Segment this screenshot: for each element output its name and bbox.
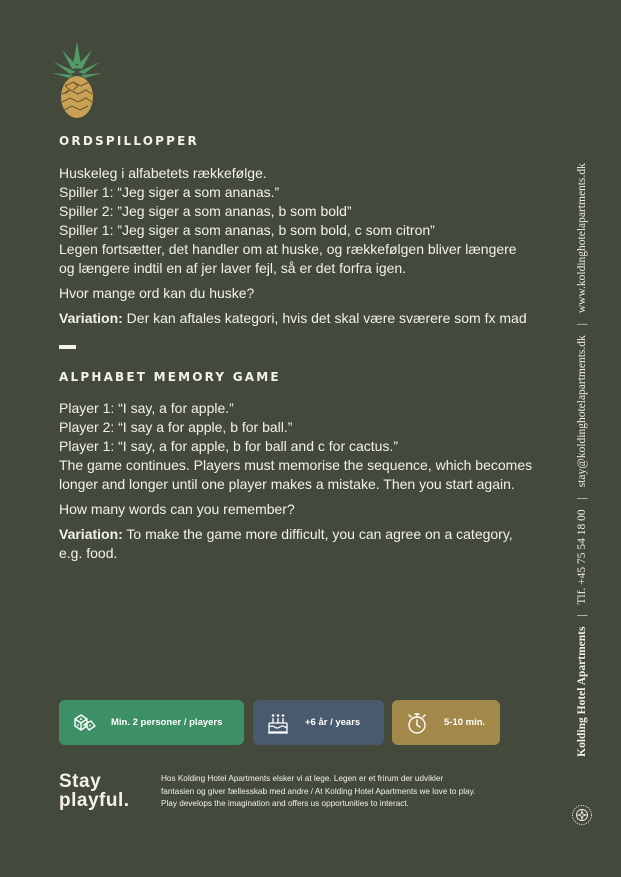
english-line: Player 1: “I say, a for apple, b for ball and c for cactus.” bbox=[59, 438, 399, 454]
stopwatch-icon bbox=[404, 710, 430, 736]
variation-text: Der kan aftales kategori, hvis det skal være sværere som fx mad bbox=[122, 310, 527, 326]
danish-title: ORDSPILLOPPER bbox=[59, 134, 199, 148]
footnote-line: fantasien og giver fællesskab med andre / At Kolding Hotel Apartments we love to play. bbox=[161, 786, 476, 796]
english-line: Player 2: “I say a for apple, b for ball.” bbox=[59, 419, 293, 435]
separator: | bbox=[576, 323, 588, 326]
tagline bbox=[59, 772, 130, 810]
english-line: The game continues. Players must memorise the sequence, which becomes bbox=[59, 457, 533, 473]
players-label: Min. 2 personer / players bbox=[111, 717, 223, 728]
footnote-line: Hos Kolding Hotel Apartments elsker vi at lege. Legen er et frirum der udvikler bbox=[161, 774, 444, 783]
website-link[interactable]: www.koldinghotelapartments.dk bbox=[576, 163, 588, 314]
dice-icon bbox=[71, 710, 97, 736]
time-badge bbox=[392, 700, 500, 745]
tagline-line: playful. bbox=[59, 790, 130, 811]
birthday-cake-icon bbox=[265, 710, 291, 736]
danish-line: Spiller 2: ”Jeg siger a som ananas, b som bold” bbox=[59, 203, 352, 219]
phone-number: Tlf. +45 75 54 18 00 bbox=[576, 509, 588, 605]
english-variation bbox=[59, 525, 559, 563]
separator: | bbox=[576, 614, 588, 617]
english-line: Player 1: “I say, a for apple.” bbox=[59, 400, 234, 416]
tagline-line: Stay bbox=[59, 771, 102, 792]
variation-label: Variation: bbox=[59, 526, 123, 542]
danish-line: Legen fortsætter, det handler om at huske, og rækkefølgen bliver længere bbox=[59, 241, 517, 257]
footnote bbox=[161, 773, 556, 811]
variation-label: Variation: bbox=[59, 310, 123, 326]
section-divider bbox=[59, 345, 76, 349]
danish-line: Huskeleg i alfabetets rækkefølge. bbox=[59, 165, 267, 181]
english-question: How many words can you remember? bbox=[59, 501, 295, 517]
english-instructions bbox=[59, 399, 559, 563]
separator: | bbox=[576, 497, 588, 500]
english-line: longer and longer until one player makes a mistake. Then you start again. bbox=[59, 476, 515, 492]
company-name: Kolding Hotel Apartments bbox=[576, 626, 588, 757]
players-badge bbox=[59, 700, 244, 745]
danish-question: Hvor mange ord kan du huske? bbox=[59, 285, 255, 301]
danish-line: Spiller 1: ”Jeg siger a som ananas, b som bold, c som citron” bbox=[59, 222, 435, 238]
variation-text: To make the game more difficult, you can agree on a category, bbox=[122, 526, 513, 542]
contact-strip bbox=[576, 163, 588, 757]
danish-line: og længere indtil en af jer laver fejl, så er det forfra igen. bbox=[59, 260, 407, 276]
email-link[interactable]: stay@koldinghotelapartments.dk bbox=[576, 335, 588, 488]
emblem-icon bbox=[571, 804, 593, 826]
pineapple-logo-icon bbox=[52, 42, 102, 120]
danish-instructions bbox=[59, 164, 559, 328]
danish-line: Spiller 1: “Jeg siger a som ananas.” bbox=[59, 184, 280, 200]
time-label: 5-10 min. bbox=[444, 717, 486, 728]
age-label: +6 år / years bbox=[305, 717, 361, 728]
footnote-line: Play develops the imagination and offers us opportunities to interact. bbox=[161, 799, 409, 808]
danish-variation bbox=[59, 309, 559, 328]
age-badge bbox=[253, 700, 384, 745]
english-title: ALPHABET MEMORY GAME bbox=[59, 370, 281, 384]
variation-text: e.g. food. bbox=[59, 545, 118, 561]
